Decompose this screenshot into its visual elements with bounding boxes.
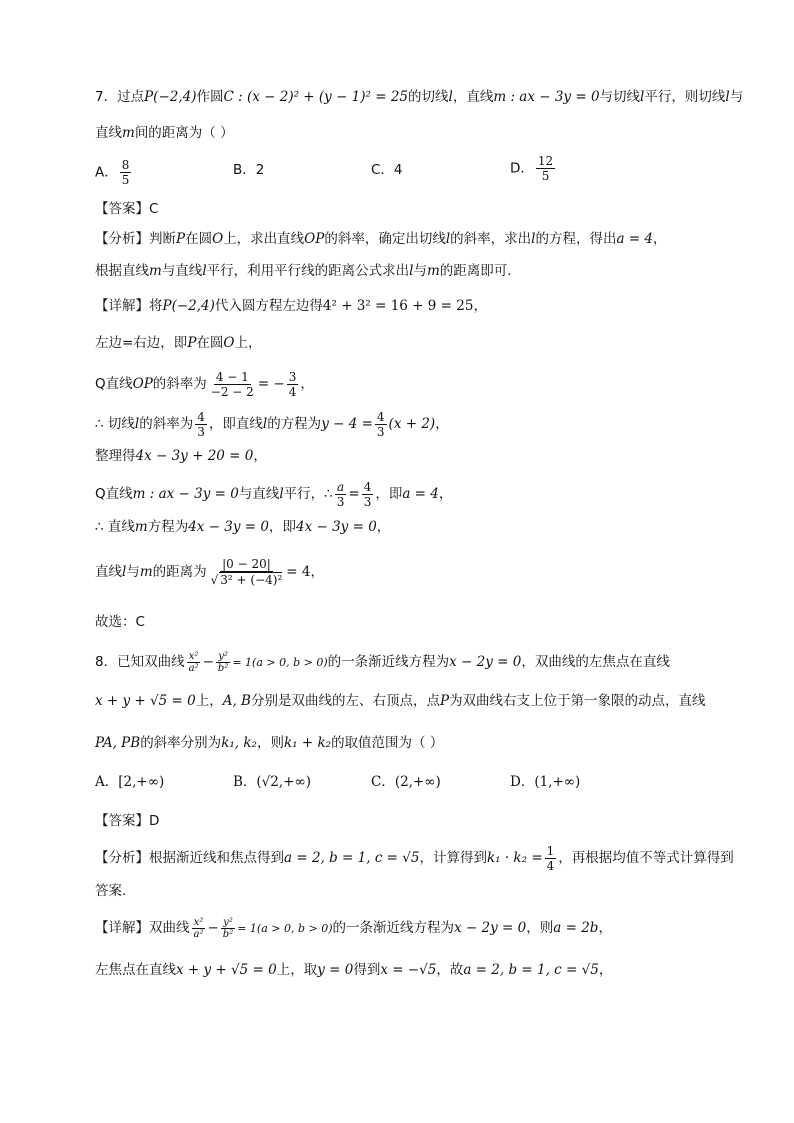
lines-pa-pb: PA, PB [95,735,141,751]
numerator: 12 [537,154,554,168]
q7-option-d[interactable] [510,154,557,183]
text: ， [253,448,267,464]
text: 的斜率分别为 [140,735,222,751]
text: 与 [413,263,427,279]
line-op: OP [132,376,153,392]
detail-tag: 【详解】 [95,298,149,314]
text: 的一条渐近线方程为 [327,654,450,670]
q7-analysis-line-1 [95,229,667,249]
text: 的距离即可. [439,263,512,279]
text: 的斜率，确定出切线 [324,231,446,247]
line-l: l [202,263,207,279]
text: 的取值范围为（ ） [331,735,444,751]
text: 根据直线 [95,263,149,279]
text: 代入圆方程左边得 [214,298,323,314]
q7-detail-line-6 [95,478,452,510]
equation: = 4 [286,564,311,580]
text: 平行，∴ [283,486,333,502]
text: 的一条渐近线方程为 [332,920,455,936]
q7-detail-line-1 [95,296,487,316]
text: 在圆 [185,231,213,247]
text: ∴ 切线 [95,416,135,432]
denominator: 3 [376,424,385,439]
text: 与直线 [161,263,203,279]
equation: (x + 2) [388,416,436,432]
text: ， [438,486,453,502]
y-zero: y = 0 [317,962,354,978]
text: 上，取 [276,962,318,978]
q8-stem-line-3 [95,733,443,753]
point-p: P(−2,4) [162,298,215,314]
denominator: 4 [546,858,555,873]
equation: 4x − 3y = 0 [296,519,377,535]
line-m-equation: m : ax − 3y = 0 [493,89,600,105]
q7-answer: 【答案】C [95,201,159,217]
a-value: a = 4 [402,486,439,502]
q8-option-c[interactable]: C．(2,+∞) [371,774,441,790]
option-label: D． [510,160,534,177]
equation: y − 4 = [321,416,373,432]
option-label: A． [95,164,118,181]
numerator: y² [223,916,233,928]
equation: 4x − 3y = 0 [188,519,269,535]
slope-sum: k₁ + k₂ [283,735,332,751]
numerator: x² [188,650,199,662]
text: 根据渐近线和焦点得到 [149,850,284,866]
text: 作圆 [196,89,224,105]
line-equation: x + y + √5 = 0 [176,962,277,978]
text: ，即直线 [208,416,263,432]
circle-equation: C : (x − 2)² + (y − 1)² = 25 [223,89,409,105]
line-l: l [445,231,451,247]
text: ，则 [256,735,284,751]
detail-tag: 【详解】 [95,920,149,936]
fraction [287,370,299,399]
q7-stem-line-2 [95,123,234,143]
circle-o: O [223,335,235,351]
text: Q直线 [95,376,133,392]
fraction [545,844,557,873]
line-m: m [426,263,440,279]
line-l: l [531,231,536,247]
q8-detail-line-1 [95,914,612,943]
q8-answer: 【答案】D [95,813,160,829]
text: ， [598,962,613,978]
text: ，再根据均值不等式计算得到 [558,850,734,866]
values: a = 2, b = 1, c = √5 [284,850,420,866]
text: 的切线 [408,89,449,105]
q8-option-d[interactable]: D．(1,+∞) [510,774,581,790]
numerator: 4 [376,409,385,424]
point-p: P(−2,4) [144,89,197,105]
text: ，即 [375,486,403,502]
text: 方程为 [147,519,189,535]
text: 为双曲线右支上位于第一象限的动点，直线 [449,693,706,709]
fraction [362,480,374,509]
text: ， [310,564,324,580]
fraction [209,557,285,587]
text: 在圆 [196,335,224,351]
x-value: x = −√5 [380,962,437,978]
text: ， [376,519,391,535]
line-op: OP [304,231,325,247]
q8-option-a[interactable]: A．[2,+∞) [95,774,165,790]
text: ，双曲线的左焦点在直线 [521,654,670,670]
numerator: a [336,479,345,494]
text: 与 [729,89,744,105]
q7-option-a[interactable] [95,158,133,187]
text: 左焦点在直线 [95,962,176,978]
text: 得到 [353,962,381,978]
text: ， [300,376,314,392]
text: ， [435,416,449,432]
fraction [195,410,207,439]
q8-stem-line-1 [95,648,670,677]
a-equals-2b: a = 2b [553,920,599,936]
line-m: m [149,263,162,279]
text: 判断 [149,231,176,247]
fraction [335,480,347,509]
denominator: a² [193,928,204,940]
line-l: l [134,416,140,432]
denominator: 3 [363,494,372,509]
q8-number: 8．已知双曲线 [95,654,185,670]
numerator: 8 [121,158,130,172]
text: 整理得 [95,448,136,464]
analysis-tag: 【分析】 [95,850,149,866]
q8-detail-line-2 [95,960,612,980]
analysis-tag: 【分析】 [95,231,149,247]
fraction [192,917,206,940]
line-equation: x + y + √5 = 0 [95,693,196,709]
text: ， [598,920,612,936]
text: 上，求出直线 [223,231,305,247]
text: 双曲线 [149,920,190,936]
asymptote-equation: x − 2y = 0 [454,920,527,936]
q7-conclusion: 故选：C [95,614,145,630]
text: 将 [149,298,163,314]
fraction [375,410,387,439]
fraction [536,154,555,183]
text: 与切线 [599,89,641,105]
text: 上， [234,335,262,351]
denominator: −2 − 2 [210,384,254,399]
text: 左边=右边，即 [95,335,188,351]
text: 直线 [95,564,122,580]
fraction [187,651,201,674]
numerator: y² [218,650,228,662]
line-m: m [134,519,148,535]
q8-option-b[interactable]: B．(√2,+∞) [233,774,311,790]
text: 平行，则切线 [644,89,726,105]
q8-analysis-line-2: 答案. [95,883,127,899]
q7-detail-line-3 [95,368,314,400]
q7-detail-line-7 [95,517,390,537]
text: 直线 [95,125,122,141]
text: Q直线 [95,486,133,502]
text: 平行，利用平行线的距离公式求出 [206,263,410,279]
numerator: |0 − 20| [222,557,271,571]
equals: = [348,486,360,502]
text: ， [473,298,487,314]
numerator: 1 [546,843,555,858]
point-p: P [176,231,186,247]
text: 的斜率为 [152,376,207,392]
fraction [216,651,230,674]
values: a = 2, b = 1, c = √5 [463,962,599,978]
line-l: l [409,263,414,279]
a-value: a = 4 [616,231,654,247]
q7-detail-line-8 [95,552,324,592]
asymptote-equation: x − 2y = 0 [449,654,522,670]
q8-stem-line-2 [95,691,706,711]
q7-stem-line-1 [95,87,743,107]
text: 的距离为 [152,564,207,580]
text: ，故 [436,962,464,978]
equation: 4² + 3² = 16 + 9 = 25 [322,298,474,314]
denominator: b² [217,662,229,674]
line-m: m [122,125,135,141]
denominator: 3 [197,424,205,439]
numerator: 4 [363,479,372,494]
denominator: 4 [288,384,297,399]
text: 的斜率为 [139,416,194,432]
text: 分别是双曲线的左、右顶点，点 [250,693,440,709]
line-l: l [279,486,284,502]
q7-detail-line-4 [95,408,449,440]
denominator: 5 [541,169,550,183]
numerator: x² [193,916,204,928]
q7-option-c[interactable]: C．4 [371,162,403,178]
text: 的方程，得出 [535,231,617,247]
point-p: P [187,335,197,351]
q8-analysis-line-1 [95,842,734,874]
fraction [221,917,235,940]
condition: = 1(a > 0, b > 0) [232,656,328,669]
line-l: l [448,89,453,105]
text: 间的距离为（ ） [134,125,234,141]
text: ，计算得到 [419,850,487,866]
fraction [209,370,256,399]
denominator: 5 [121,173,130,187]
q7-detail-line-2 [95,333,261,353]
line-l: l [262,416,268,432]
text: 与直线 [238,486,280,502]
minus: − [207,920,219,936]
numerator: 4 − 1 [215,369,249,384]
radicand: 3² + (−4)² [220,573,283,587]
numerator: 4 [197,409,205,424]
denominator: a² [188,662,199,674]
q7-detail-line-5 [95,446,267,466]
denominator: √ 3² + (−4)² [210,573,283,587]
line-l: l [725,89,730,105]
text: 上， [195,693,223,709]
q7-number: 7．过点 [95,89,145,105]
line-m: m [139,564,153,580]
q7-analysis-line-2 [95,261,512,281]
line-l: l [122,564,127,580]
circle-o: O [212,231,224,247]
minus: − [202,654,214,670]
text: ∴ 直线 [95,519,135,535]
point-p: P [439,693,450,709]
slope-product: k₁ · k₂ = [486,850,543,866]
denominator: b² [222,928,234,940]
equation: 4x − 3y + 20 = 0 [135,448,254,464]
numerator: 3 [288,369,297,384]
denominator: 3 [336,494,345,509]
fraction [120,158,132,187]
line-l: l [640,89,645,105]
text: 与 [126,564,140,580]
equals: = − [257,376,285,392]
condition: = 1(a > 0, b > 0) [237,922,333,935]
text: 的斜率，求出 [450,231,532,247]
text: ，则 [526,920,554,936]
text: 的方程为 [267,416,322,432]
points-ab: A, B [222,693,251,709]
line-m-equation: m : ax − 3y = 0 [132,486,239,502]
text: ，即 [269,519,296,535]
text: ，直线 [452,89,494,105]
q7-option-b[interactable]: B．2 [233,162,265,178]
text: ， [653,231,667,247]
slopes: k₁, k₂ [221,735,257,751]
